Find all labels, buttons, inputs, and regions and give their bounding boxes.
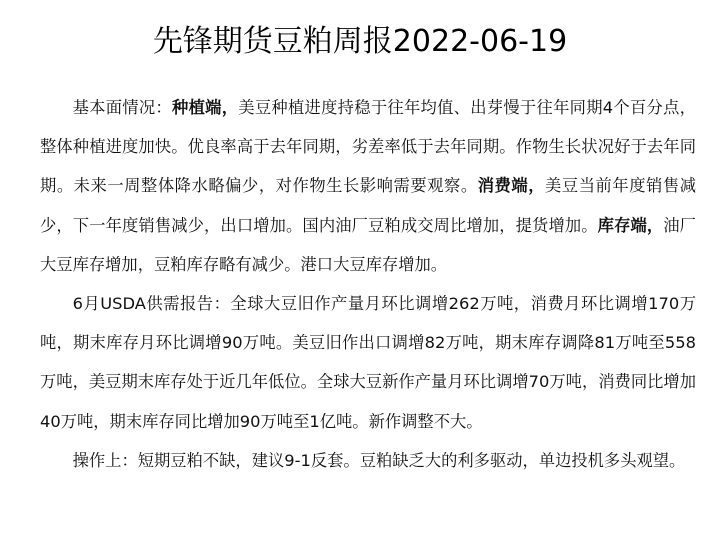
- paragraph-operation: [40, 441, 696, 480]
- heading-consumption: 消费端，: [477, 176, 546, 196]
- document-title: 先锋期货豆粕周报2022-06-19: [152, 24, 568, 59]
- text-segment: 美豆种植进度持稳于往年均值、出芽慢于往年同期4个百分点，整体种植进度加快。优良率高于去年同期，劣差率低于去年同期。作物生长状况好于去年同期。未来一周整体降水略偏少，对作物生长影响需要观察。: [40, 98, 696, 196]
- document-body: [40, 88, 696, 480]
- text-segment: 油厂大豆库存增加，豆粕库存略有减少。港口大豆库存增加。: [40, 215, 696, 274]
- paragraph-usda-report: [40, 284, 696, 441]
- text-segment: 6月USDA供需报告：全球大豆旧作产量月环比调增262万吨，消费月环比调增170万吨，期末库存月环比调增90万吨。美豆旧作出口调增82万吨，期末库存调降81万吨至558万吨，美豆期末库存处于近几年低位。全球大豆新作产量月环比调增70万吨，消费同比增加40万吨，期末库存同比增加90万吨至1亿吨。新作调整不大。: [40, 294, 696, 431]
- heading-planting: 种植端，: [172, 98, 239, 117]
- heading-inventory: 库存端，: [597, 215, 664, 235]
- text-segment: 美豆当前年度销售减少，下一年度销售减少，出口增加。国内油厂豆粕成交周比增加，提货增加。: [40, 176, 696, 235]
- text-segment: 操作上：短期豆粕不缺，建议9-1反套。豆粕缺乏大的利多驱动，单边投机多头观望。: [72, 450, 686, 470]
- paragraph-fundamentals: [40, 88, 696, 284]
- text-segment: 基本面情况：: [72, 98, 172, 117]
